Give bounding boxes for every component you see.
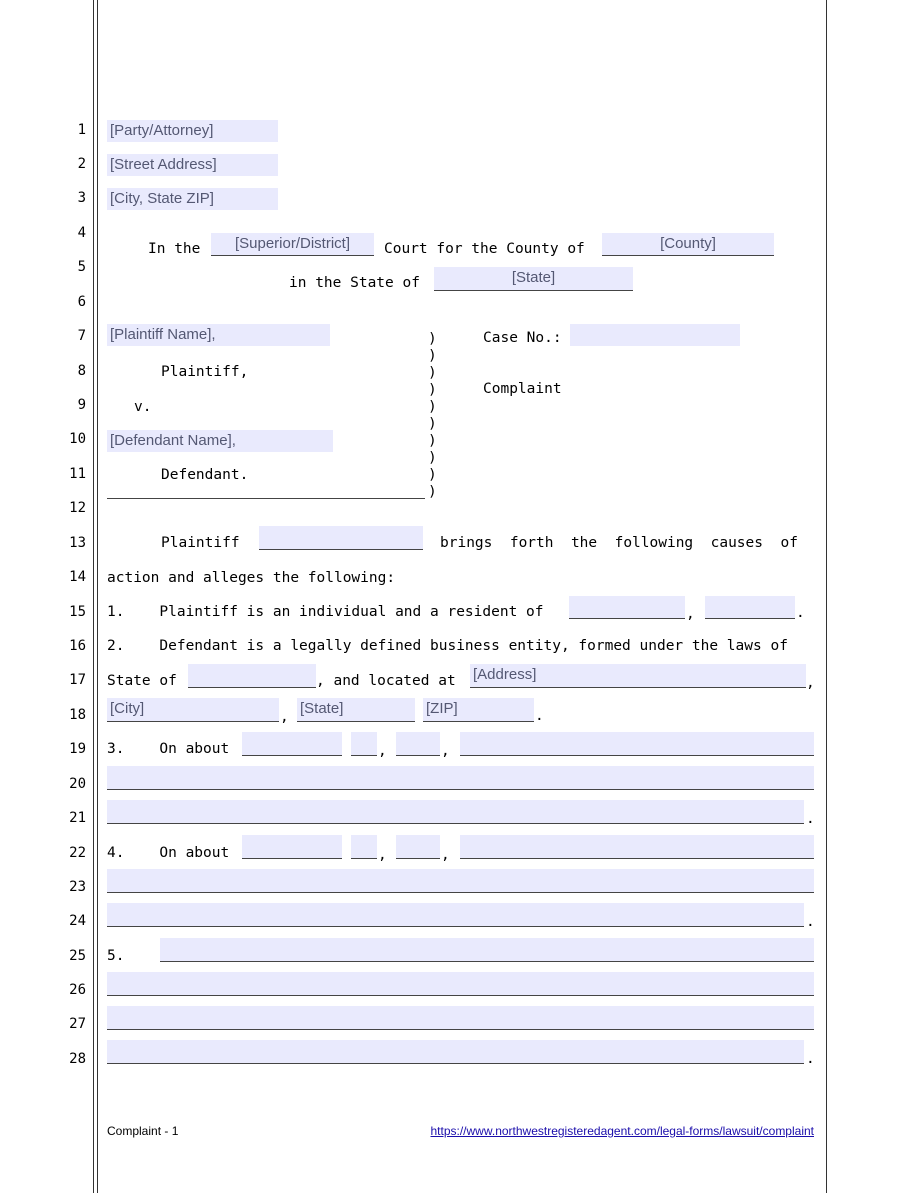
- period: .: [806, 1051, 815, 1067]
- line-number: 1: [77, 122, 86, 138]
- caption-rule: [107, 498, 425, 499]
- period: .: [806, 914, 815, 930]
- party-attorney-field[interactable]: [Party/Attorney]: [107, 120, 278, 142]
- item-4-line-3-field[interactable]: [107, 903, 804, 927]
- plaintiff-label: Plaintiff,: [161, 364, 249, 380]
- item-4-line-2-field[interactable]: [107, 869, 814, 893]
- item-4-text: 4. On about: [107, 845, 230, 861]
- defendant-name-field[interactable]: [Defendant Name],: [107, 430, 333, 452]
- line-number: 17: [69, 672, 86, 688]
- item-3-line-2-field[interactable]: [107, 766, 814, 790]
- city-field[interactable]: [City]: [107, 698, 279, 722]
- resident-city-field[interactable]: [569, 596, 685, 619]
- formation-state-field[interactable]: [188, 664, 316, 688]
- left-margin-rule: [93, 0, 94, 1193]
- item-3-day-field[interactable]: [351, 732, 377, 756]
- plaintiff-name-field[interactable]: [Plaintiff Name],: [107, 324, 330, 346]
- state-of-label: State of: [107, 673, 177, 689]
- footer-page-label: Complaint - 1: [107, 1124, 179, 1138]
- line-number: 13: [69, 535, 86, 551]
- paren: ): [428, 467, 437, 483]
- item-4-month-field[interactable]: [242, 835, 342, 859]
- line-number: 24: [69, 913, 86, 929]
- intro-text: brings forth the following causes of: [440, 535, 798, 551]
- line-number: 6: [77, 294, 86, 310]
- item-1-text: 1. Plaintiff is an individual and a resident of: [107, 604, 544, 620]
- plaintiff-intro-field[interactable]: [259, 526, 423, 550]
- in-the-label: In the: [148, 241, 201, 257]
- footer-url-link[interactable]: https://www.northwestregisteredagent.com/legal-forms/lawsuit/complaint: [430, 1124, 814, 1138]
- line-number: 20: [69, 776, 86, 792]
- comma: ,: [686, 606, 695, 622]
- paren: ): [428, 348, 437, 364]
- resident-state-field[interactable]: [705, 596, 795, 619]
- line-number: 4: [77, 225, 86, 241]
- paren: ): [428, 450, 437, 466]
- line-number: 19: [69, 741, 86, 757]
- item-4-year-field[interactable]: [396, 835, 440, 859]
- line-number: 16: [69, 638, 86, 654]
- comma: ,: [441, 743, 450, 759]
- period: .: [806, 811, 815, 827]
- court-type-field[interactable]: [Superior/District]: [211, 233, 374, 256]
- line-number: 10: [69, 431, 86, 447]
- period: .: [796, 605, 805, 621]
- paren: ): [428, 331, 437, 347]
- item-5-line-2-field[interactable]: [107, 972, 814, 996]
- item-5-text-field[interactable]: [160, 938, 814, 962]
- item-5-line-4-field[interactable]: [107, 1040, 804, 1064]
- zip-field[interactable]: [ZIP]: [423, 698, 534, 722]
- state-field[interactable]: [State]: [434, 267, 633, 291]
- item-3-year-field[interactable]: [396, 732, 440, 756]
- item-4-day-field[interactable]: [351, 835, 377, 859]
- item-5-line-3-field[interactable]: [107, 1006, 814, 1030]
- line-number: 7: [77, 328, 86, 344]
- county-field[interactable]: [County]: [602, 233, 774, 256]
- right-margin-rule: [826, 0, 827, 1193]
- item-4-text-field[interactable]: [460, 835, 814, 859]
- item-3-text: 3. On about: [107, 741, 230, 757]
- state-field-address[interactable]: [State]: [297, 698, 415, 722]
- line-number: 8: [77, 363, 86, 379]
- paren: ): [428, 399, 437, 415]
- versus-label: v.: [134, 399, 152, 415]
- item-2-text: 2. Defendant is a legally defined business entity, formed under the laws of: [107, 638, 788, 654]
- line-number: 2: [77, 156, 86, 172]
- line-number: 21: [69, 810, 86, 826]
- item-3-text-field[interactable]: [460, 732, 814, 756]
- case-no-field[interactable]: [570, 324, 740, 346]
- line-number: 25: [69, 948, 86, 964]
- line-number: 11: [69, 466, 86, 482]
- line-number: 9: [77, 397, 86, 413]
- left-margin-rule-inner: [97, 0, 98, 1193]
- line-number: 28: [69, 1051, 86, 1067]
- case-no-label: Case No.:: [483, 330, 562, 346]
- street-address-field[interactable]: [Street Address]: [107, 154, 278, 176]
- line-number: 22: [69, 845, 86, 861]
- court-for-county-label: Court for the County of: [384, 241, 585, 257]
- located-at-label: , and located at: [316, 673, 456, 689]
- line-number: 15: [69, 604, 86, 620]
- intro-plaintiff-label: Plaintiff: [161, 535, 240, 551]
- city-state-zip-field[interactable]: [City, State ZIP]: [107, 188, 278, 210]
- line-number: 26: [69, 982, 86, 998]
- comma: ,: [441, 847, 450, 863]
- line-number: 12: [69, 500, 86, 516]
- comma: ,: [280, 709, 289, 725]
- line-number: 23: [69, 879, 86, 895]
- defendant-label: Defendant.: [161, 467, 249, 483]
- paren: ): [428, 365, 437, 381]
- paren: ): [428, 382, 437, 398]
- item-3-line-3-field[interactable]: [107, 800, 804, 824]
- line-number: 18: [69, 707, 86, 723]
- address-field[interactable]: [Address]: [470, 664, 806, 688]
- comma: ,: [378, 847, 387, 863]
- comma: ,: [378, 743, 387, 759]
- line-number: 3: [77, 190, 86, 206]
- line-number: 14: [69, 569, 86, 585]
- intro-text-line2: action and alleges the following:: [107, 570, 396, 586]
- comma: ,: [806, 675, 815, 691]
- item-5-text: 5.: [107, 948, 125, 964]
- line-number: 27: [69, 1016, 86, 1032]
- period: .: [535, 708, 544, 724]
- paren: ): [428, 416, 437, 432]
- line-number: 5: [77, 259, 86, 275]
- paren: ): [428, 484, 437, 500]
- item-3-month-field[interactable]: [242, 732, 342, 756]
- complaint-title: Complaint: [483, 381, 562, 397]
- in-state-label: in the State of: [289, 275, 420, 291]
- paren: ): [428, 433, 437, 449]
